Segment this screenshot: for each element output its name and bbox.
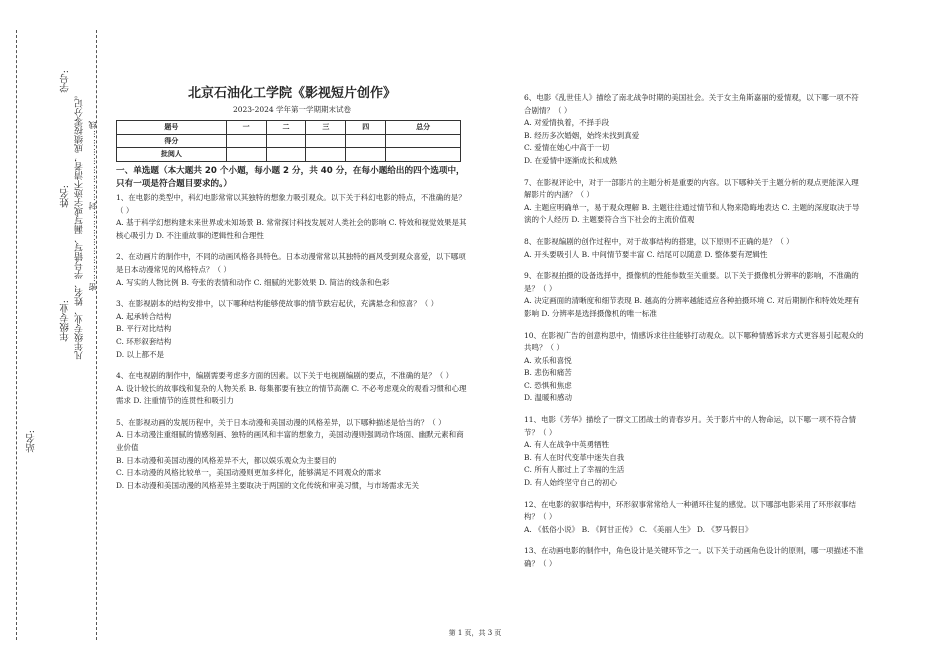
question-option: D. 以上都不是 — [116, 349, 165, 359]
right-question-list — [524, 92, 866, 571]
score-header: 题号 — [117, 121, 227, 135]
question-stem: 7、在影视评论中，对于一部影片的主题分析是重要的内容。以下哪种关于主题分析的观点更能深入理解影片的内涵？（ ） — [524, 177, 859, 200]
question-option: A. 对爱情执着，不择手段 — [524, 118, 610, 128]
question-option: D. 在爱情中逐渐成长和成熟 — [524, 155, 618, 165]
exam-subtitle: 2023-2024 学年第一学期期末试卷 — [232, 104, 352, 114]
seal-line-text: 密……………………封……………………线 — [88, 120, 97, 291]
question-option: A. 开头要吸引人 B. 中间情节要丰富 C. 结尾可以随意 D. 整体要有逻辑性 — [524, 249, 768, 259]
left-column — [116, 88, 468, 492]
student-no-label: 学号: — [60, 70, 71, 93]
score-cell — [226, 134, 266, 148]
question-option: A. 有人在战争中英勇牺牲 — [524, 440, 610, 450]
question-stem: 9、在影视拍摄的设备选择中，摄像机的性能参数至关重要。以下关于摄像机分辨率的影响，不准确的是？（ ） — [524, 271, 859, 293]
score-cell — [266, 134, 306, 148]
question-option: C. 所有人都过上了幸福的生活 — [524, 465, 625, 475]
score-cell — [306, 148, 346, 162]
binding-strip — [0, 0, 112, 672]
question-option: D. 有人始终坚守自己的初心 — [524, 478, 618, 488]
question-stem: 8、在影视编剧的创作过程中，对于故事结构的搭建，以下原则不正确的是？（ ） — [524, 236, 794, 246]
question-stem: 6、电影《乱世佳人》描绘了南北战争时期的美国社会。关于女主角斯嘉丽的爱情观，以下哪一项不符合剧情？（ ） — [524, 93, 859, 115]
reviewer-row — [117, 148, 461, 162]
question-option: B. 有人在时代变革中迷失自我 — [524, 452, 625, 462]
class-label: 年级专业: — [60, 300, 71, 342]
question-option: A. 决定画面的清晰度和细节表现 B. 越高的分辨率越能适应各种拍摄环境 C. 对后期制作和特效处理有影响 D. 分辨率是选择摄像机的唯一标准 — [524, 296, 860, 318]
question-option: B. 经历多次婚姻，始终未找到真爱 — [524, 130, 640, 140]
page-footer: 第 1 页，共 3 页 — [448, 629, 502, 637]
question-option: B. 平行对比结构 — [116, 324, 172, 334]
question-option: A. 日本动漫注重细腻的情感刻画、独特的画风和丰富的想象力，美国动漫则强调动作场面、幽默元素和商业价值 — [116, 430, 464, 453]
right-column — [524, 92, 866, 571]
question-option: D. 温暖和感动 — [524, 393, 573, 403]
score-cell — [346, 134, 386, 148]
question-option: C. 环形叙套结构 — [116, 336, 172, 346]
question-option: C. 爱情在她心中高于一切 — [524, 143, 610, 153]
score-header: 总分 — [386, 121, 461, 135]
question-stem: 11、电影《芳华》描绘了一群文工团战士的青春岁月。关于影片中的人物命运，以下哪一项不符合情节？（ ） — [524, 415, 857, 437]
score-header: 三 — [306, 121, 346, 135]
score-row-label: 批阅人 — [117, 148, 227, 162]
score-cell — [226, 148, 266, 162]
question-stem: 4、在电视剧的制作中，编剧需要考虑多方面的因素。以下关于电视剧编剧的要点，不准确的是？（ ） — [116, 371, 454, 381]
name-label: 姓名: — [60, 185, 71, 208]
score-header: 一 — [226, 121, 266, 135]
question-option: A. 欢乐和喜悦 — [524, 355, 572, 365]
score-row-label: 得分 — [117, 134, 227, 148]
question-option: C. 恐惧和焦虑 — [524, 380, 572, 390]
exam-title: 北京石油化工学院《影视短片创作》 — [187, 86, 396, 101]
cut-line-outer — [16, 30, 17, 640]
question-option: A. 《低俗小说》 B. 《阿甘正传》 C. 《美丽人生》 D. 《罗马假日》 — [524, 524, 753, 534]
score-cell — [346, 148, 386, 162]
binding-warning: 凡年级专业、姓名、学号错写、漏写或字迹不清者，成绩按零分记。 — [75, 90, 85, 360]
score-table — [116, 120, 461, 162]
score-header: 二 — [266, 121, 306, 135]
question-stem: 12、在电影的叙事结构中，环形叙事常常给人一种循环往复的感觉。以下哪部电影采用了环形叙事结构？（ ） — [524, 499, 857, 522]
question-stem: 10、在影视广告的创意构思中，情感诉求往往能够打动观众。以下哪种情感诉求方式更容易引起观众的共鸣？（ ） — [524, 330, 864, 353]
score-header-row — [117, 121, 461, 135]
question-option: C. 日本动漫的风格比较单一，美国动漫则更加多样化，能够满足不同观众的需求 — [116, 468, 382, 478]
question-stem: 3、在影视剧本的结构安排中，以下哪种结构能够使故事的情节跌宕起伏，充满悬念和惊喜？（ ） — [116, 299, 439, 309]
score-row — [117, 134, 461, 148]
question-option: A. 主题应明确单一，易于观众理解 B. 主题往往通过情节和人物来隐晦地表达 C. 主题的深度取决于导演的个人经历 D. 主题要符合当下社会的主流价值观 — [524, 202, 860, 225]
center-label: 站名: — [26, 430, 37, 453]
question-option: B. 悲伤和痛苦 — [524, 368, 572, 378]
score-header: 四 — [346, 121, 386, 135]
question-option: B. 日本动漫和美国动漫的风格差异不大，都以娱乐观众为主要目的 — [116, 455, 337, 465]
question-option: A. 设计较长的故事线和复杂的人物关系 B. 每集都要有独立的情节高潮 C. 不必考虑观众的观看习惯和心理需求 D. 注重情节的连贯性和吸引力 — [116, 383, 467, 406]
score-cell — [386, 134, 461, 148]
question-option: A. 基于科学幻想构建未来世界或未知场景 B. 常常探讨科技发展对人类社会的影响 C. 特效和视觉效果是其核心吸引力 D. 不注重故事的逻辑性和合理性 — [116, 218, 467, 240]
question-option: A. 写实的人物比例 B. 夸张的表情和动作 C. 细腻的光影效果 D. 简洁的线条和色彩 — [116, 277, 390, 287]
question-stem: 2、在动画片的制作中，不同的动画风格各具特色。日本动漫常常以其独特的画风受到观众喜爱，以下哪项是日本动漫常见的风格特点？（ ） — [116, 252, 466, 274]
question-option: D. 日本动漫和美国动漫的风格差异主要取决于两国的文化传统和审美习惯，与市场需求无关 — [116, 480, 420, 490]
question-option: A. 起承转合结构 — [116, 311, 172, 321]
question-stem: 5、在影视动画的发展历程中，关于日本动漫和美国动漫的风格差异，以下哪种描述是恰当的？（ ） — [116, 417, 446, 427]
question-stem: 13、在动画电影的制作中，角色设计是关键环节之一。以下关于动画角色设计的原则，哪一项描述不准确？（ ） — [524, 546, 864, 568]
left-question-list — [116, 192, 468, 492]
section-heading: 一、单选题（本大题共 20 个小题，每小题 2 分，共 40 分，在每小题给出的四个选项中，只有一项是符合题目要求的。） — [116, 165, 465, 190]
score-cell — [266, 148, 306, 162]
score-cell — [386, 148, 461, 162]
question-stem: 1、在电影的类型中，科幻电影常常以其独特的想象力吸引观众。以下关于科幻电影的特点，不准确的是？（ ） — [116, 192, 466, 215]
score-cell — [306, 134, 346, 148]
